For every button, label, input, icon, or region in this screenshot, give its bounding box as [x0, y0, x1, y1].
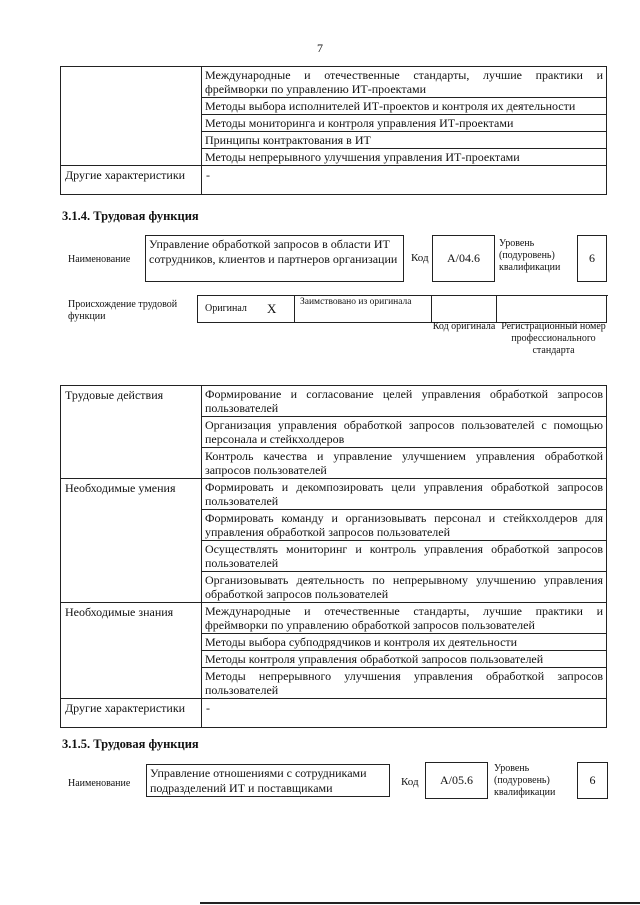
code-label: Код — [411, 252, 429, 264]
function-name-box: Управление отношениями с сотрудниками подразделений ИТ и поставщиками — [146, 764, 390, 797]
other-characteristics-label: Другие характеристики — [61, 699, 202, 728]
knowledge-cells — [202, 603, 607, 699]
level-value-box: 6 — [577, 235, 607, 282]
reg-number-label: Регистрационный номер профессионального стандарта — [501, 321, 606, 356]
skill-item: Осуществлять мониторинг и контроль управления обработкой запросов пользователей — [202, 540, 606, 571]
knowledge-item: Методы выбора исполнителей ИТ-проектов и контроля их деятельности — [202, 97, 606, 114]
top-knowledge-table — [60, 66, 607, 195]
function-name-box: Управление обработкой запросов в области ИТ сотрудников, клиентов и партнеров организации — [145, 235, 404, 282]
section-heading-3-1-5: 3.1.5. Трудовая функция — [62, 737, 199, 751]
skill-item: Организовывать деятельность по непрерывному улучшению управления обработкой запросов пользователей — [202, 571, 606, 602]
labor-action-item: Организация управления обработкой запросов пользователей с помощью персонала и стейкхолдеров — [202, 416, 606, 447]
knowledge-item: Международные и отечественные стандарты, лучшие практики и фреймворки по управлению ИТ-проектами — [205, 68, 603, 96]
original-mark: X — [267, 301, 277, 316]
name-label: Наименование — [68, 254, 131, 265]
knowledge-item: Методы непрерывного улучшения управления ИТ-проектами — [202, 148, 606, 165]
skill-item: Формировать и декомпозировать цели управления обработкой запросов пользователей — [205, 480, 603, 508]
level-label: Уровень (подуровень) квалификации — [494, 763, 556, 798]
top-knowledge-cells — [202, 67, 607, 166]
skills-cells — [202, 479, 607, 603]
knowledge-item: Международные и отечественные стандарты, лучшие практики и фреймворки по управлению обработкой запросов пользователей — [205, 604, 603, 632]
level-label: Уровень (подуровень) квалификации — [499, 238, 561, 273]
knowledge-item: Методы контроля управления обработкой запросов пользователей — [202, 650, 606, 667]
labor-action-item: Формирование и согласование целей управления обработкой запросов пользователей — [205, 387, 603, 415]
bottom-divider — [200, 902, 640, 904]
code-value-box: А/05.6 — [425, 762, 488, 799]
origin-table — [197, 295, 607, 323]
other-characteristics-label: Другие характеристики — [61, 166, 202, 195]
other-characteristics-value: - — [202, 699, 607, 728]
knowledge-item: Принципы контрактования в ИТ — [202, 131, 606, 148]
knowledge-item: Методы непрерывного улучшения управления обработкой запросов пользователей — [202, 667, 606, 698]
name-label: Наименование — [68, 778, 131, 789]
labor-actions-label: Трудовые действия — [61, 386, 202, 479]
knowledge-item: Методы мониторинга и контроля управления ИТ-проектами — [202, 114, 606, 131]
labor-actions-cells — [202, 386, 607, 479]
code-label: Код — [401, 776, 419, 788]
knowledge-item: Методы выбора субподрядчиков и контроля их деятельности — [202, 633, 606, 650]
code-original-label: Код оригинала — [432, 321, 496, 332]
skill-item: Формировать команду и организовывать персонал и стейкхолдеров для управления обработкой запросов пользователей — [202, 509, 606, 540]
skills-label: Необходимые умения — [61, 479, 202, 603]
borrowed-label: Заимствовано из оригинала — [300, 297, 412, 307]
code-value-box: А/04.6 — [432, 235, 495, 282]
other-characteristics-value: - — [202, 166, 607, 195]
page-number: 7 — [317, 41, 323, 55]
section-heading-3-1-4: 3.1.4. Трудовая функция — [62, 209, 199, 223]
labor-function-table — [60, 385, 607, 728]
level-value-box: 6 — [577, 762, 608, 799]
knowledge-label: Необходимые знания — [61, 603, 202, 699]
original-label: Оригинал — [205, 303, 247, 314]
top-knowledge-label — [61, 67, 202, 166]
labor-action-item: Контроль качества и управление улучшением управления обработкой запросов пользователей — [202, 447, 606, 478]
origin-label: Происхождение трудовой функции — [68, 299, 178, 322]
